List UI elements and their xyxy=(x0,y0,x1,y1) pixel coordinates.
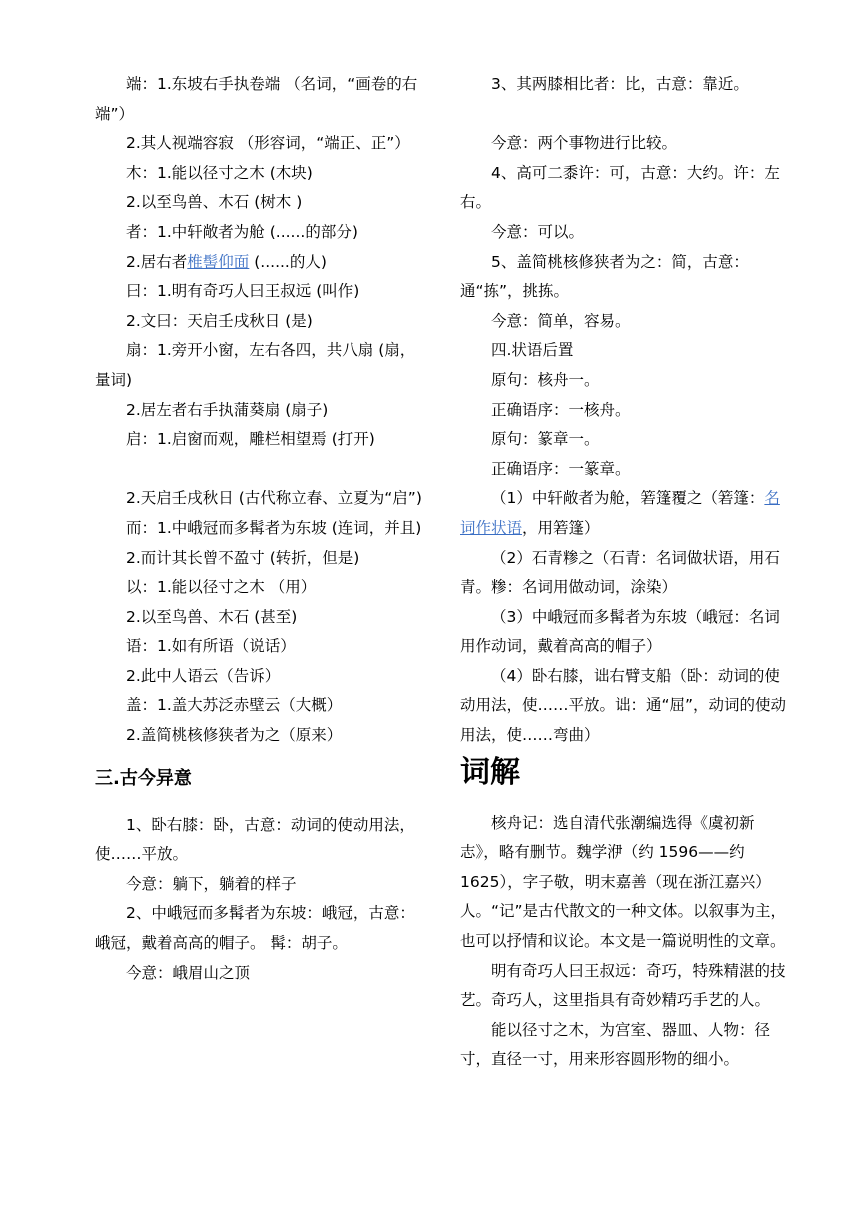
paragraph: 原句：核舟一。 xyxy=(491,370,600,389)
paragraph-with-link xyxy=(460,484,792,543)
paragraph: 木：1.能以径寸之木 (木块) xyxy=(126,163,313,182)
link-suffix: ，用箬篷） xyxy=(522,518,600,537)
paragraph: 盖：1.盖大苏泛赤壁云（大概） xyxy=(126,696,343,715)
paragraph: 2.文曰：天启壬戌秋日 (是) xyxy=(126,311,313,330)
paragraph: （4）卧右膝，诎右臂支船（卧：动词的使动用法，使……平放。诎：通“屈”，动词的使动用法，使……弯曲） xyxy=(460,666,787,745)
paragraph: 2.以至鸟兽、木石 (甚至) xyxy=(126,607,298,626)
paragraph: 者：1.中轩敞者为舱 (......的部分) xyxy=(126,222,358,241)
paragraph: 明有奇巧人曰王叔远：奇巧，特殊精湛的技艺。奇巧人，这里指具有奇妙精巧手艺的人。 xyxy=(460,961,786,1010)
paragraph: 原句：篆章一。 xyxy=(491,430,600,449)
hyperlink[interactable]: 名词作状语 xyxy=(460,489,780,537)
paragraph: 2.天启壬戌秋日 (古代称立春、立夏为“启”) xyxy=(126,489,422,508)
paragraph: 2.而计其长曾不盈寸 (转折，但是) xyxy=(126,548,360,567)
right-column xyxy=(460,70,792,1075)
paragraph: 扇：1.旁开小窗，左右各四，共八扇 (扇，量词) xyxy=(95,341,416,389)
left-block-c xyxy=(95,484,428,750)
left-block-d xyxy=(95,811,428,989)
paragraph: 2.盖简桃核修狭者为之（原来） xyxy=(126,726,343,745)
left-block-a xyxy=(95,70,428,248)
paragraph-with-link xyxy=(95,248,428,278)
paragraph: 核舟记：选自清代张潮编选得《虞初新志》，略有删节。魏学洢（约 1596——约 1625），字子敬，明末嘉善（现在浙江嘉兴）人。“记”是古代散文的一种文体。以叙事为主，也可以抒情和议论。本文是一篇说明性的文章。 xyxy=(460,813,787,951)
right-block-c xyxy=(460,544,792,751)
link-suffix: (......的人) xyxy=(249,252,327,271)
paragraph: 2.以至鸟兽、木石 (树木 ) xyxy=(126,193,303,212)
paragraph: 2.居左者右手执蒲葵扇 (扇子) xyxy=(126,400,329,419)
right-block-d xyxy=(460,809,792,1075)
paragraph: 5、盖简桃核修狭者为之：简，古意：通“拣”，挑拣。 xyxy=(460,252,749,301)
blank-line xyxy=(460,100,792,130)
section-heading: 词解 xyxy=(460,754,520,790)
paragraph: 启：1.启窗而观，雕栏相望焉 (打开) xyxy=(126,430,375,449)
paragraph: 而：1.中峨冠而多髯者为东坡 (连词，并且) xyxy=(126,518,422,537)
paragraph: 能以径寸之木，为宫室、器皿、人物：径寸，直径一寸，用来形容圆形物的细小。 xyxy=(460,1020,771,1069)
paragraph: （2）石青糁之（石青：名词做状语，用石青。糁：名词用做动词，涂染） xyxy=(460,548,780,597)
paragraph: 3、其两膝相比者：比，古意：靠近。 xyxy=(491,75,749,93)
paragraph: 正确语序：一核舟。 xyxy=(491,400,631,419)
left-column xyxy=(95,70,428,988)
paragraph: 端：1.东坡右手执卷端 （名词，“画卷的右端”） xyxy=(95,75,418,123)
paragraph: 2.其人视端容寂 （形容词，“端正、正”） xyxy=(126,134,410,153)
paragraph: 以：1.能以径寸之木 （用） xyxy=(126,578,317,597)
link-prefix: （1）中轩敞者为舱，箬篷覆之（箬篷： xyxy=(491,489,765,508)
section-heading: 三.古今异意 xyxy=(95,767,192,789)
paragraph: 2、中峨冠而多髯者为东坡：峨冠，古意：峨冠，戴着高高的帽子。 髯：胡子。 xyxy=(95,904,415,953)
left-block-b xyxy=(95,277,428,455)
paragraph: （3）中峨冠而多髯者为东坡（峨冠：名词用作动词，戴着高高的帽子） xyxy=(460,607,780,656)
right-block-b xyxy=(460,129,792,484)
paragraph: 今意：躺下，躺着的样子 xyxy=(126,874,297,893)
link-prefix: 2.居右者 xyxy=(126,252,188,271)
paragraph: 四.状语后置 xyxy=(491,341,574,360)
right-block-a xyxy=(460,70,792,100)
paragraph: 4、高可二黍许：可，古意：大约。许：左右。 xyxy=(460,163,780,212)
paragraph: 1、卧右膝：卧，古意：动词的使动用法，使……平放。 xyxy=(95,815,415,864)
paragraph: 今意：两个事物进行比较。 xyxy=(491,134,678,153)
paragraph: 曰：1.明有奇巧人曰王叔远 (叫作) xyxy=(126,282,360,301)
hyperlink[interactable]: 椎髻仰面 xyxy=(187,252,250,271)
paragraph: 2.此中人语云（告诉） xyxy=(126,666,281,685)
paragraph: 今意：简单，容易。 xyxy=(491,311,631,330)
paragraph: 今意：可以。 xyxy=(491,222,585,241)
paragraph: 今意：峨眉山之顶 xyxy=(126,963,251,982)
blank-line xyxy=(95,455,428,485)
paragraph: 正确语序：一篆章。 xyxy=(491,459,631,478)
paragraph: 语：1.如有所语（说话） xyxy=(126,637,296,656)
